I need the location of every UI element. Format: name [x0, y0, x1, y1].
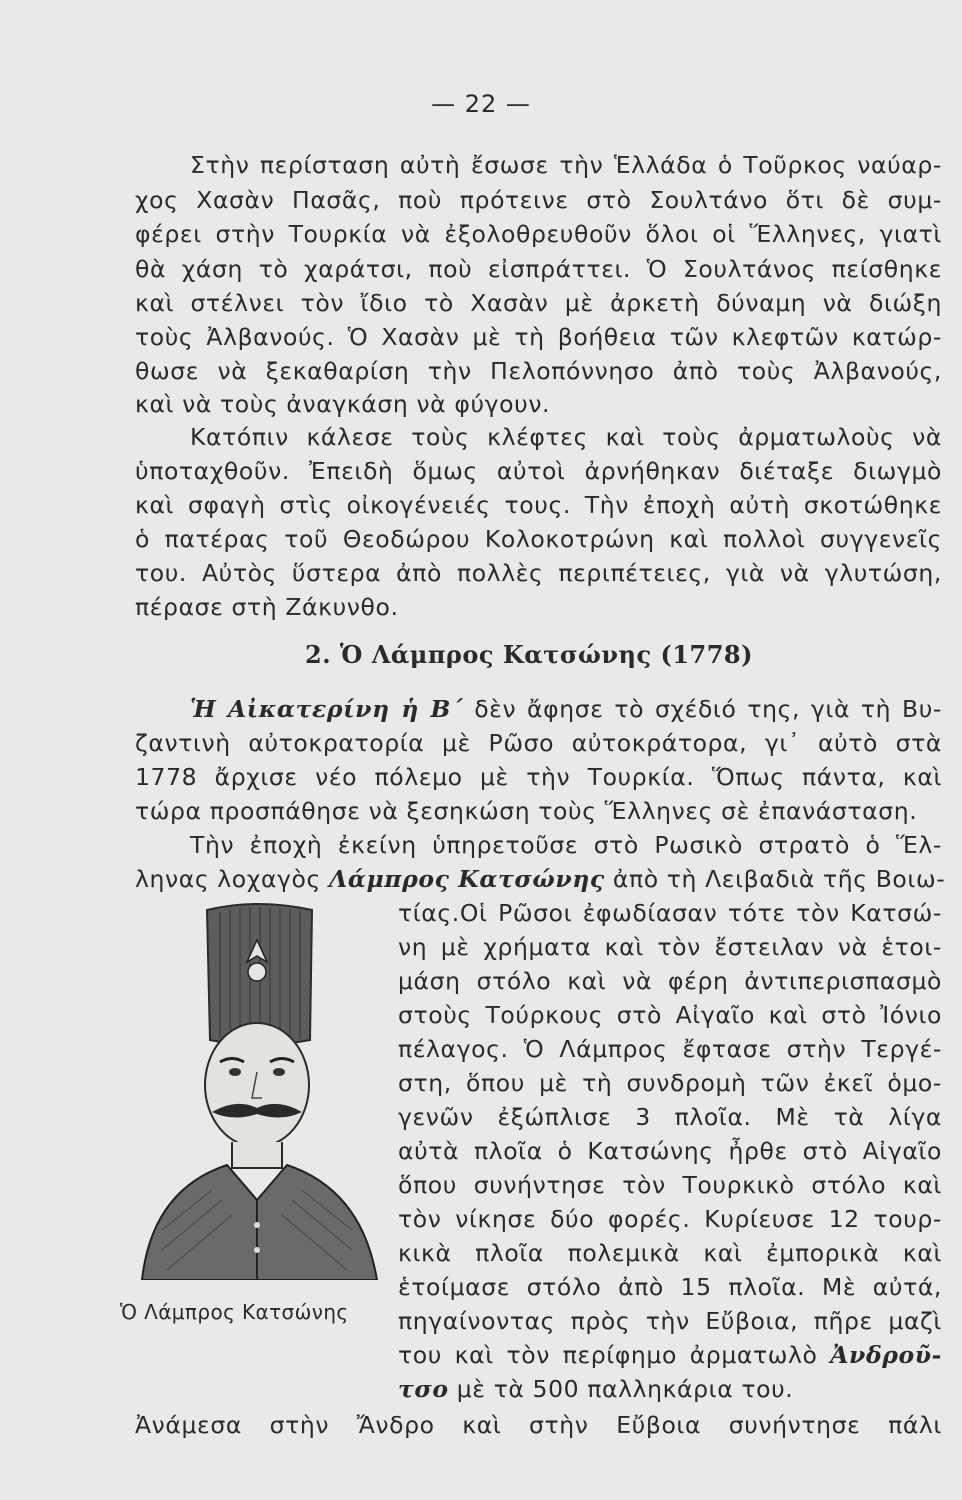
- text-line: στη, ὅπου μὲ τὴ συνδρομὴ τῶν ἐκεῖ ὁμο-: [398, 1069, 942, 1097]
- text-line: 1778 ἄρχισε νέο πόλεμο μὲ τὴν Τουρκία. Ὅπως πάντα, καὶ: [135, 763, 942, 791]
- text-line: πέρασε στὴ Ζάκυνθο.: [135, 593, 399, 621]
- portrait-caption: Ὁ Λάμπρος Κατσώνης: [120, 1300, 349, 1324]
- text-fragment: ἀπὸ τὴ Λειβαδιὰ τῆς Βοιω-: [604, 865, 946, 893]
- text-line: καὶ σφαγὴ στὶς οἰκογένειές τους. Τὴν ἐποχὴ αὐτὴ σκοτώθηκε: [135, 491, 942, 519]
- bold-name: τσο: [398, 1375, 449, 1403]
- text-fragment: δὲν ἄφησε τὸ σχέδιό της, γιὰ τὴ Βυ-: [463, 695, 942, 723]
- text-line: θὰ χάση τὸ χαράτσι, ποὺ εἰσπράττει. Ὁ Σουλτάνος πείσθηκε: [135, 255, 942, 283]
- text-line: κικὰ πλοῖα πολεμικὰ καὶ ἐμπορικὰ καὶ: [398, 1239, 942, 1267]
- section-heading: 2. Ὁ Λάμπρος Κατσώνης (1778): [305, 640, 753, 669]
- text-line: Στὴν περίσταση αὐτὴ ἔσωσε τὴν Ἑλλάδα ὁ Τοῦρκος ναύαρ-: [190, 151, 942, 179]
- text-line: ὑποταχθοῦν. Ἐπειδὴ ὅμως αὐτοὶ ἀρνήθηκαν διέταξε διωγμὸ: [135, 457, 942, 485]
- bold-name: Λάμπρος Κατσώνης: [328, 865, 605, 893]
- text-line: τίας.Οἱ Ρῶσοι ἐφωδίασαν τότε τὸν Κατσώ-: [398, 899, 942, 927]
- portrait-image: [132, 900, 382, 1280]
- bold-name: Ἀνδροῦ-: [830, 1341, 942, 1369]
- text-line: καὶ στέλνει τὸν ἴδιο τὸ Χασὰν μὲ ἀρκετὴ δύναμη νὰ διώξη: [135, 289, 942, 317]
- text-line: ὁ πατέρας τοῦ Θεοδώρου Κολοκοτρώνη καὶ πολλοὶ συγγενεῖς: [135, 525, 942, 553]
- text-fragment: μὲ τὰ 500 παλληκάρια του.: [448, 1375, 794, 1403]
- text-line: νη μὲ χρήματα καὶ τὸν ἔστειλαν νὰ ἑτοι-: [398, 933, 942, 961]
- text-line: καὶ νὰ τοὺς ἀναγκάση νὰ φύγουν.: [135, 390, 551, 418]
- text-fragment: του καὶ τὸν περίφημο ἀρματωλὸ: [398, 1341, 831, 1369]
- text-line: μάση στόλο καὶ νὰ φέρη ἀντιπερισπασμὸ: [398, 967, 942, 995]
- text-line: πέλαγος. Ὁ Λάμπρος ἔφτασε στὴν Τεργέ-: [398, 1035, 942, 1063]
- text-line: τώρα προσπάθησε νὰ ξεσηκώση τοὺς Ἕλληνες σὲ ἐπανάσταση.: [135, 797, 918, 825]
- text-line: [190, 694, 942, 724]
- text-line: τοὺς Ἀλβανούς. Ὁ Χασὰν μὲ τὴ βοήθεια τῶν κλεφτῶν κατώρ-: [135, 323, 942, 351]
- text-line: πηγαίνοντας πρὸς τὴν Εὔβοια, πῆρε μαζὶ: [398, 1307, 942, 1335]
- text-line: [398, 1374, 793, 1404]
- text-line: ἑτοίμασε στόλο ἀπὸ 15 πλοῖα. Μὲ αὐτά,: [398, 1273, 942, 1301]
- text-line: [398, 1340, 942, 1370]
- text-line: φέρει στὴν Τουρκία νὰ ἐξολοθρευθοῦν ὅλοι οἱ Ἕλληνες, γιατὶ: [135, 220, 942, 248]
- bold-name: Ἡ Αἰκατερίνη ἡ Β΄: [190, 695, 464, 723]
- text-fragment: ληνας λοχαγὸς: [135, 865, 329, 893]
- text-line: στοὺς Τούρκους στὸ Αἰγαῖο καὶ στὸ Ἰόνιο: [398, 1001, 942, 1029]
- text-line: χος Χασὰν Πασᾶς, ποὺ πρότεινε στὸ Σουλτάνο ὅτι δὲ συμ-: [135, 186, 942, 214]
- text-line: [135, 864, 946, 894]
- page-number: — 22 —: [431, 90, 531, 118]
- text-line: θωσε νὰ ξεκαθαρίση τὴν Πελοπόννησο ἀπὸ τοὺς Ἀλβανούς,: [135, 357, 942, 385]
- text-line: του. Αὐτὸς ὕστερα ἀπὸ πολλὲς περιπέτειες, γιὰ νὰ γλυτώση,: [135, 559, 942, 587]
- text-line: Κατόπιν κάλεσε τοὺς κλέφτες καὶ τοὺς ἀρματωλοὺς νὰ: [190, 423, 942, 451]
- text-line: ζαντινὴ αὐτοκρατορία μὲ Ρῶσο αὐτοκράτορα, γι᾽ αὐτὸ στὰ: [135, 729, 942, 757]
- text-line: ὅπου συνήντησε τὸν Τουρκικὸ στόλο καὶ: [398, 1171, 942, 1199]
- text-line: γενῶν ἐξώπλισε 3 πλοῖα. Μὲ τὰ λίγα: [398, 1103, 942, 1131]
- text-line: αὐτὰ πλοῖα ὁ Κατσώνης ἦρθε στὸ Αἰγαῖο: [398, 1137, 942, 1165]
- text-line: Ἀνάμεσα στὴν Ἄνδρο καὶ στὴν Εὔβοια συνήντησε πάλι: [135, 1411, 942, 1439]
- text-line: τὸν νίκησε δύο φορές. Κυρίευσε 12 τουρ-: [398, 1205, 942, 1233]
- text-line: Τὴν ἐποχὴ ἐκείνη ὑπηρετοῦσε στὸ Ρωσικὸ στρατὸ ὁ Ἕλ-: [190, 831, 942, 859]
